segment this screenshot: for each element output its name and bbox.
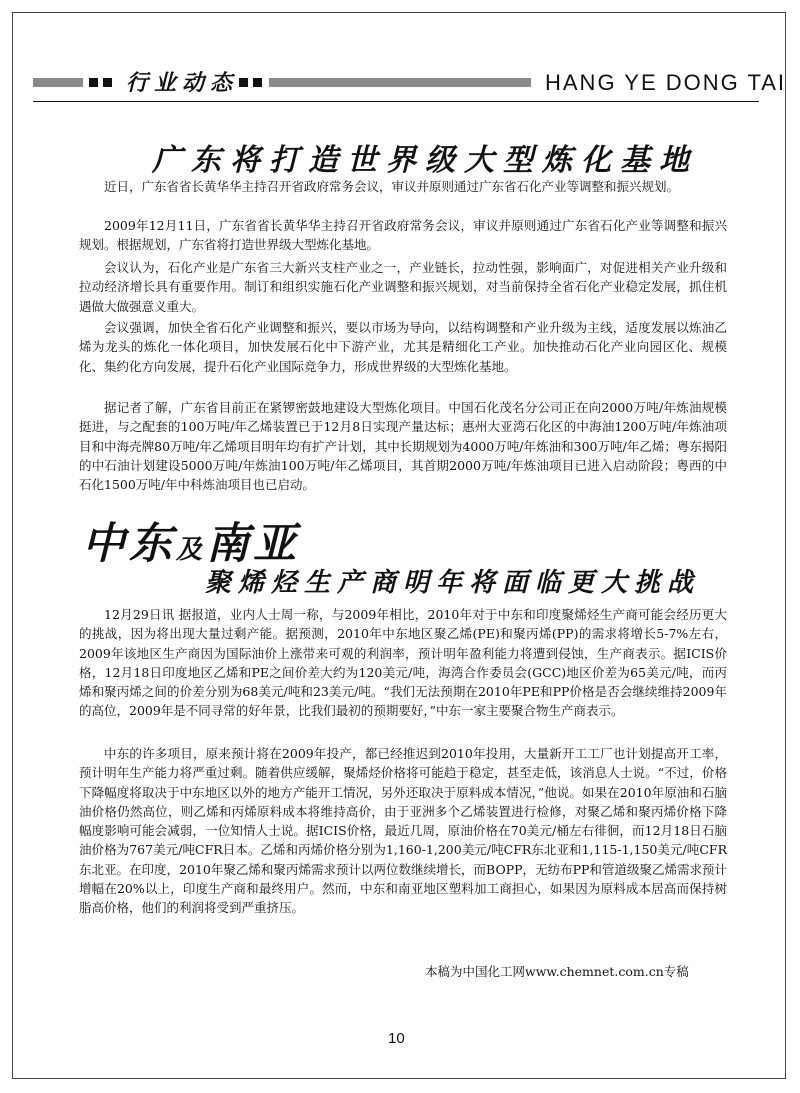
article2-title-part: 及 xyxy=(176,535,207,565)
article2-paragraph: 中东的许多项目，原来预计将在2009年投产，都已经推迟到2010年投用，大量新开工工厂也计划提高开工率，预计明年生产能力将严重过剩。随着供应缓解，聚烯烃价格将可能趋于稳定，甚至走低，该消息人士说。“不过，价格下降幅度将取决于中东地区以外的地方产能开工情况，另外还取决于原料成本情况，”他说。如果在2010年原油和石脑油价格仍然高位，则乙烯和丙烯原料成本将维持高价，由于亚洲多个乙烯装置进行检修，对聚乙烯和聚丙烯价格下降幅度影响可能会减弱，一位知情人士说。据ICIS价格，最近几周，原油价格在70美元/桶左右徘徊，而12月18日石脑油价格为767美元/吨CFR日本。乙烯和丙烯价格分别为1,160-1,200美元/吨CFR东北亚和1,115-1,150美元/吨CFR东北亚。在印度，2010年聚乙烯和聚丙烯需求预计以两位数继续增长，而BOPP，无纺布PP和管道级聚乙烯需求预计增幅在20%以上，印度生产商和最终用户。然而，中东和南亚地区塑料加工商担心，如果因为原料成本居高而保持树脂高价格，他们的利润将受到严重挤压。 xyxy=(79,746,727,916)
header-square xyxy=(103,78,112,87)
article2-subtitle: 聚烯烃生产商明年将面临更大挑战 xyxy=(205,568,701,598)
column-title: 行业动态 xyxy=(126,71,239,96)
article1-paragraph: 会议认为，石化产业是广东省三大新兴支柱产业之一，产业链长，拉动性强，影响面广，对促进相关产业升级和拉动经济增长具有重要作用。制订和组织实施石化产业调整和振兴规划，对当前保持全省石化产业稳定发展，抓住机遇做大做强意义重大。 xyxy=(79,260,727,314)
page-number: 10 xyxy=(388,1030,405,1047)
header-square xyxy=(89,78,98,87)
column-header xyxy=(33,62,787,102)
article2-paragraph: 12月29日讯 据报道，业内人士周一称，与2009年相比，2010年对于中东和印度聚烯烃生产商可能会经历更大的挑战，因为将出现大量过剩产能。据预测，2010年中东地区聚乙烯(PE)和聚丙烯(PP)的需求将增长5-7%左右，2009年该地区生产商因为国际油价上涨带来可观的利润率，预计明年盈利能力将遭到侵蚀，生产商表示。据ICIS价格，12月18日印度地区乙烯和PE之间价差大约为120美元/吨，海湾合作委员会(GCC)地区价差为65美元/吨，而丙烯和聚丙烯之间的价差分别为68美元/吨和23美元/吨。“我们无法预期在2010年PE和PP价格是否会继续维持2009年的高位，2009年是不同寻常的好年景，比我们最初的预期要好，”中东一家主要聚合物生产商表示。 xyxy=(79,607,727,719)
article2-title-part: 中东 xyxy=(82,519,176,569)
article2-title-part: 南亚 xyxy=(206,519,301,569)
article2-credit: 本稿为中国化工网www.chemnet.com.cn专稿 xyxy=(425,964,689,979)
article1-title: 广东将打造世界级大型炼化基地 xyxy=(152,143,698,178)
header-bar-left xyxy=(33,78,83,87)
header-square xyxy=(253,78,262,87)
header-bar-right xyxy=(269,78,531,87)
article1-paragraph: 2009年12月11日，广东省省长黄华华主持召开省政府常务会议，审议并原则通过广东省石化产业等调整和振兴规划。根据规划，广东省将打造世界级大型炼化基地。 xyxy=(79,218,727,253)
article1-paragraph: 近日，广东省省长黄华华主持召开省政府常务会议，审议并原则通过广东省石化产业等调整和振兴规划。 xyxy=(104,179,680,194)
header-rule xyxy=(33,101,759,102)
header-square xyxy=(239,78,248,87)
article1-paragraph: 据记者了解，广东省目前正在紧锣密鼓地建设大型炼化项目。中国石化茂名分公司正在向2000万吨/年炼油规模挺进，与之配套的100万吨/年乙烯装置已于12月8日实现产量达标；惠州大亚湾石化区的中海油1200万吨/年炼油项目和中海壳牌80万吨/年乙烯项目明年均有扩产计划，其中长期规划为4000万吨/年炼油和300万吨/年乙烯；粤东揭阳的中石油计划建设5000万吨/年炼油100万吨/年乙烯项目，其首期2000万吨/年炼油项目已进入启动阶段；粤西的中石化1500万吨/年中科炼油项目也已启动。 xyxy=(79,400,727,493)
article1-paragraph: 会议强调，加快全省石化产业调整和振兴，要以市场为导向，以结构调整和产业升级为主线，适度发展以炼油乙烯为龙头的炼化一体化项目，加快发展石化中下游产业，尤其是精细化工产业。加快推动石化产业向园区化、规模化、集约化方向发展，提升石化产业国际竞争力，形成世界级的大型炼化基地。 xyxy=(79,320,727,374)
column-title-en: HANG YE DONG TAI xyxy=(545,70,787,95)
